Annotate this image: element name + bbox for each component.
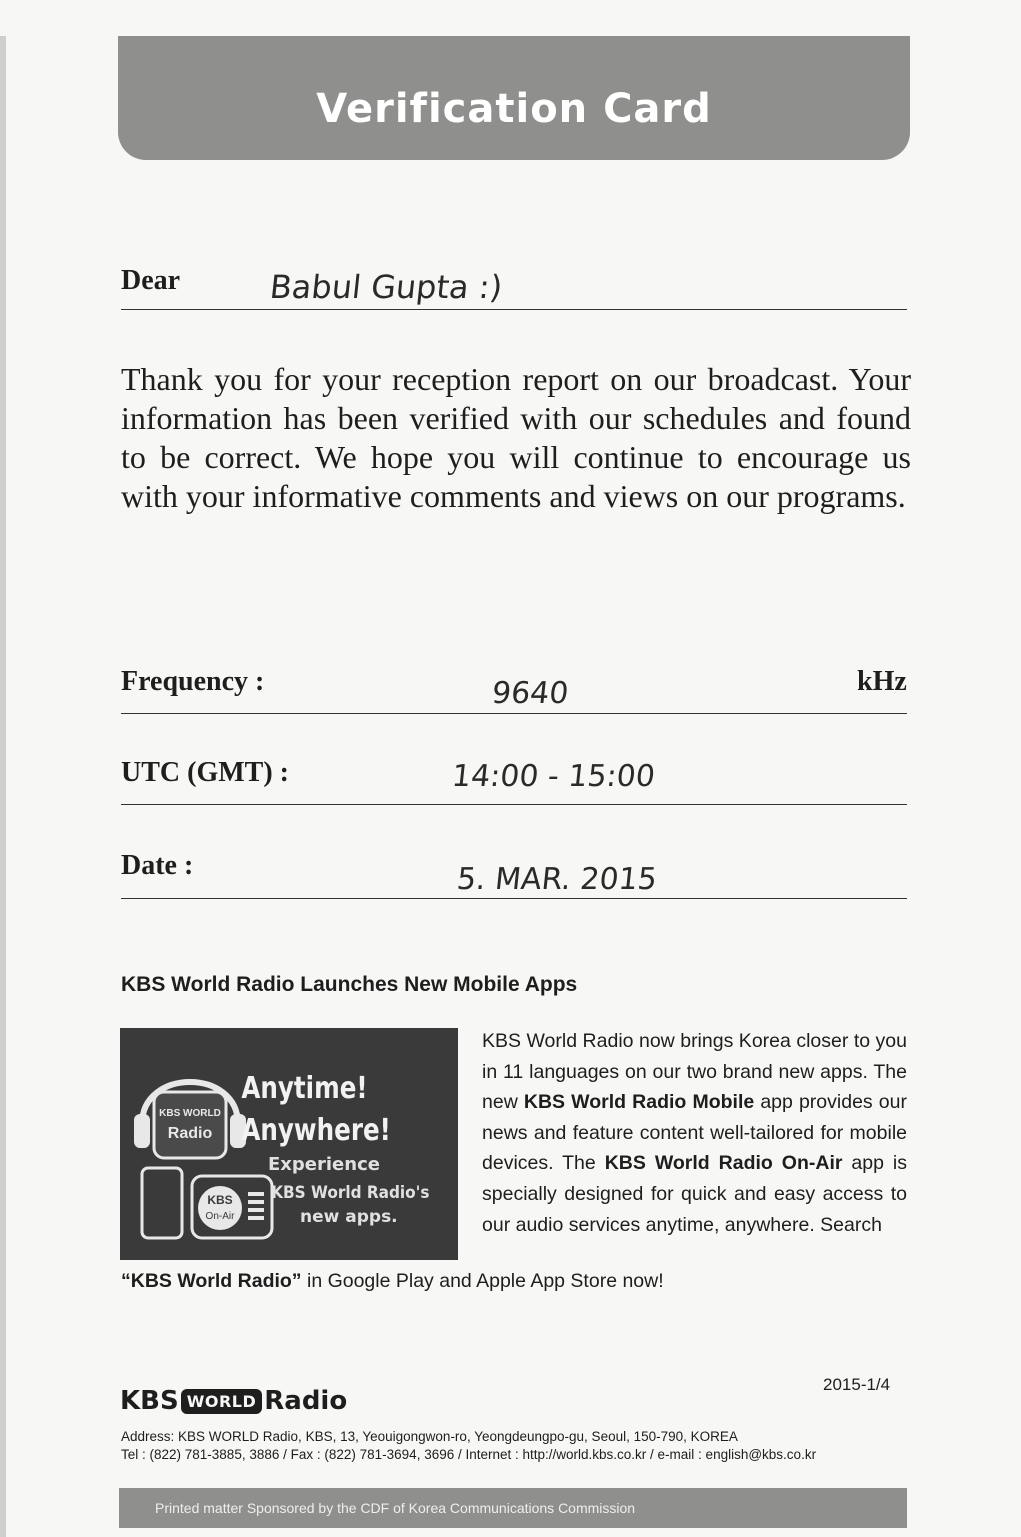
frequency-value: 9640	[490, 676, 571, 711]
logo-world: WORLD	[181, 1389, 263, 1414]
sponsor-note: Printed matter Sponsored by the CDF of Korea Communications Commission	[155, 1500, 636, 1516]
slogan-line3: Experience	[268, 1154, 380, 1175]
contact-line: Tel : (822) 781-3885, 3886 / Fax : (822) 781-3694, 3696 / Internet : http://world.kbs.co.kr / e-mail : english@kbs.co.kr	[121, 1447, 817, 1462]
badge2-top: KBS	[207, 1193, 233, 1207]
promo-image	[120, 1028, 458, 1260]
badge1-bottom: Radio	[167, 1125, 213, 1142]
card-version: 2015-1/4	[823, 1375, 891, 1394]
apps-heading: KBS World Radio Launches New Mobile Apps	[121, 973, 578, 996]
utc-label: UTC (GMT) :	[121, 757, 289, 788]
date-rule	[121, 898, 907, 899]
logo-radio: Radio	[264, 1386, 348, 1416]
dear-rule	[121, 309, 907, 310]
header-band	[118, 36, 910, 160]
apps-description-end: “KBS World Radio” in Google Play and Apple App Store now!	[121, 1270, 664, 1292]
frequency-label: Frequency :	[121, 666, 265, 697]
date-value: 5. MAR. 2015	[455, 862, 659, 897]
contact-address	[121, 1428, 816, 1464]
date-label: Date :	[121, 850, 194, 881]
apps-description: KBS World Radio now brings Korea closer to you in 11 languages on our two brand new apps. The new KBS World Radio Mobile app provides our news and feature content well-tailored for mobile devices. The KBS World Radio On-Air app is specially designed for quick and easy access to our audio services anytime, anywhere. Search	[482, 1030, 908, 1236]
utc-value: 14:00 - 15:00	[450, 759, 657, 794]
slogan-line2: Anywhere!	[241, 1113, 391, 1148]
frequency-rule	[121, 713, 907, 714]
verification-message: Thank you for your reception report on our broadcast. Your information has been verified with our schedules and found to be correct. We hope you will continue to encourage us with your informative comments and views on our programs.	[121, 361, 911, 514]
dear-label: Dear	[121, 265, 181, 296]
slogan-line1: Anytime!	[241, 1071, 368, 1106]
address-line: Address: KBS WORLD Radio, KBS, 13, Yeouigongwon-ro, Yeongdeungpo-gu, Seoul, 150-790, KOREA	[121, 1429, 738, 1444]
utc-rule	[121, 804, 907, 805]
footer-band	[119, 1488, 907, 1528]
logo-kbs: KBS	[120, 1386, 179, 1416]
card-title: Verification Card	[316, 86, 712, 132]
badge1-top: KBS WORLD	[159, 1108, 221, 1119]
slogan-line5: new apps.	[300, 1207, 398, 1227]
badge2-bottom: On-Air	[205, 1211, 235, 1222]
kbs-world-radio-logo	[120, 1386, 347, 1416]
slogan-line4: KBS World Radio's	[271, 1182, 430, 1203]
recipient-name: Babul Gupta :)	[268, 268, 505, 306]
frequency-unit: kHz	[857, 666, 907, 697]
phone-icon	[142, 1168, 182, 1238]
card-edge	[0, 36, 6, 1537]
promo-artwork	[120, 1028, 458, 1260]
